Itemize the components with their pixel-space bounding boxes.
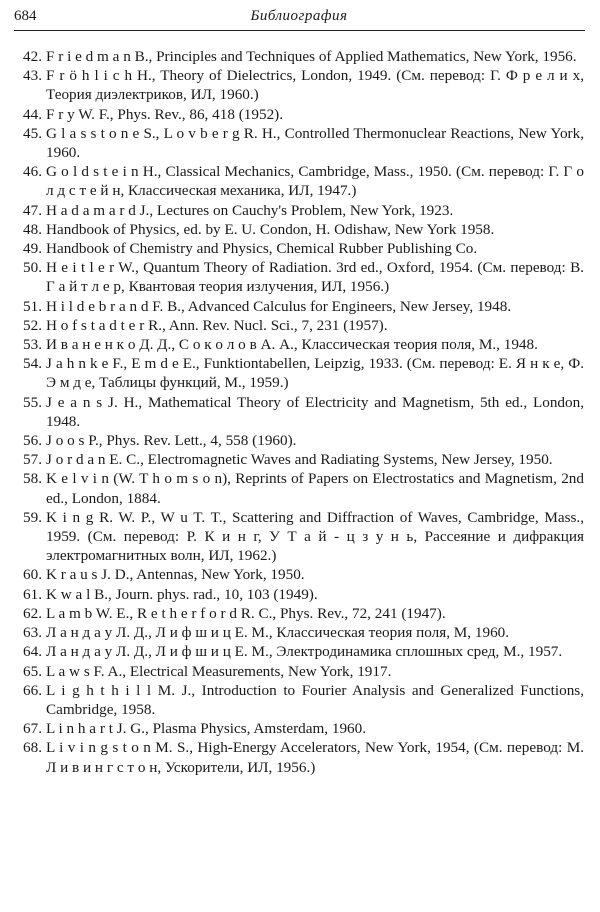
entry-number: 67. (23, 720, 42, 738)
entry-number: 63. (23, 624, 42, 642)
bibliography-list (14, 47, 584, 777)
entry-text: H a d a m a r d J., Lectures on Cauchy's Problem, New York, 1923. (46, 201, 454, 219)
entry-number: 60. (23, 566, 42, 584)
running-title: Библиография (250, 8, 348, 24)
entry-number: 68. (23, 739, 42, 757)
entry-text: F r y W. F., Phys. Rev., 86, 418 (1952). (46, 105, 284, 123)
entry-text: J o o s P., Phys. Rev. Lett., 4, 558 (1960). (46, 432, 297, 450)
bibliography-entry (14, 642, 584, 661)
entry-text: H e i t l e r W., Quantum Theory of Radiation. 3rd ed., Oxford, 1954. (См. перевод: В. Г а й т л е р, Квантовая теория излучения, ИЛ, 1956.) (46, 259, 584, 296)
bibliography-entry (14, 738, 584, 776)
entry-number: 42. (23, 48, 42, 65)
entry-number: 43. (23, 67, 42, 85)
bibliography-entry (14, 335, 584, 354)
entry-number: 49. (23, 240, 42, 258)
entry-text: Л а н д а у Л. Д., Л и ф ш и ц Е. М., Классическая теория поля, М, 1960. (46, 624, 510, 642)
entry-number: 52. (23, 316, 42, 334)
entry-text: J e a n s J. H., Mathematical Theory of Electricity and Magnetism, 5th ed., London, 1948. (46, 393, 584, 430)
entry-number: 46. (23, 163, 42, 181)
entry-number: 48. (23, 220, 42, 238)
entry-number: 54. (23, 355, 42, 373)
bibliography-entry (14, 585, 584, 604)
bibliography-entry (14, 239, 584, 258)
entry-number: 56. (23, 432, 42, 450)
bibliography-entry (14, 508, 584, 566)
bibliography-entry (14, 623, 584, 642)
bibliography-entry (14, 431, 584, 450)
bibliography-entry (14, 719, 584, 738)
entry-text: L i v i n g s t o n M. S., High-Energy Accelerators, New York, 1954, (См. перевод: М. Л и в и н г с т о н, Ускорители, ИЛ, 1956.) (46, 739, 584, 776)
entry-text: L a w s F. A., Electrical Measurements, New York, 1917. (46, 662, 392, 680)
entry-number: 45. (23, 124, 42, 142)
entry-text: Handbook of Physics, ed. by E. U. Condon, H. Odishaw, New York 1958. (46, 220, 495, 238)
bibliography-entry (14, 450, 584, 469)
bibliography-entry (14, 162, 584, 200)
entry-number: 47. (23, 201, 42, 219)
entry-text: H i l d e b r a n d F. B., Advanced Calculus for Engineers, New Jersey, 1948. (46, 297, 512, 315)
entry-text: L i g h t h i l l M. J., Introduction to Fourier Analysis and Generalized Functions, Cambridge, 1958. (46, 681, 584, 718)
bibliography-entry (14, 604, 584, 623)
entry-text: H o f s t a d t e r R., Ann. Rev. Nucl. Sci., 7, 231 (1957). (46, 316, 388, 334)
entry-text: L a m b W. E., R e t h e r f o r d R. C., Phys. Rev., 72, 241 (1947). (46, 604, 446, 622)
bibliography-entry (14, 201, 584, 220)
bibliography-entry (14, 393, 584, 431)
entry-number: 50. (23, 259, 42, 277)
bibliography-entry (14, 681, 584, 719)
entry-number: 53. (23, 336, 42, 354)
entry-text: J o r d a n E. C., Electromagnetic Waves and Radiating Systems, New Jersey, 1950. (46, 451, 553, 469)
bibliography-entry (14, 297, 584, 316)
page-number: 684 (14, 8, 37, 24)
bibliography-entry (14, 354, 584, 392)
entry-number: 66. (23, 681, 42, 699)
entry-text: K w a l B., Journ. phys. rad., 10, 103 (1949). (46, 585, 318, 603)
entry-text: G l a s s t o n e S., L o v b e r g R. H., Controlled Thermonuclear Reactions, New York, 1960. (46, 124, 584, 162)
entry-number: 64. (23, 643, 42, 661)
bibliography-entry (14, 565, 584, 584)
entry-number: 58. (23, 470, 42, 488)
entry-text: Л а н д а у Л. Д., Л и ф ш и ц Е. М., Электродинамика сплошных сред, М., 1957. (46, 643, 563, 661)
entry-text: Handbook of Chemistry and Physics, Chemical Rubber Publishing Co. (46, 240, 478, 258)
entry-text: L i n h a r t J. G., Plasma Physics, Amsterdam, 1960. (46, 720, 367, 738)
bibliography-entry (14, 105, 584, 124)
page-header (14, 6, 584, 28)
entry-text: K r a u s J. D., Antennas, New York, 1950. (46, 566, 305, 584)
entry-text: F r i e d m a n B., Principles and Techniques of Applied Mathematics, New York, 1956. (46, 48, 577, 65)
entry-number: 55. (23, 393, 42, 411)
entry-number: 62. (23, 604, 42, 622)
entry-number: 51. (23, 297, 42, 315)
bibliography-entry (14, 124, 584, 162)
entry-text: И в а н е н к о Д. Д., С о к о л о в А. А., Классическая теория поля, М., 1948. (46, 336, 538, 354)
entry-text: F r ö h l i c h H., Theory of Dielectrics, London, 1949. (См. перевод: Г. Ф р е л и х, Теория диэлектриков, ИЛ, 1960.) (46, 67, 584, 104)
entry-text: J a h n k e F., E m d e E., Funktiontabellen, Leipzig, 1933. (См. перевод: Е. Я н к е, Ф. Э м д е, Таблицы функций, М., 1959.) (46, 355, 584, 392)
bibliography-entry (14, 220, 584, 239)
entry-text: K e l v i n (W. T h o m s o n), Reprints of Papers on Electrostatics and Magnetism, 2nd ed., London, 1884. (46, 470, 584, 507)
entry-number: 59. (23, 508, 42, 526)
entry-text: K i n g R. W. P., W u T. T., Scattering and Diffraction of Waves, Cambridge, Mass., 1959. (См. перевод: Р. К и н г, У Т а й - ц з у н ь, Рассеяние и дифракция электромагнитных волн, ИЛ, 1962.) (46, 508, 584, 565)
bibliography-entry (14, 258, 584, 296)
entry-number: 57. (23, 451, 42, 469)
entry-number: 61. (23, 585, 42, 603)
bibliography-entry (14, 469, 584, 507)
header-rule (14, 30, 585, 31)
entry-number: 65. (23, 662, 42, 680)
entry-number: 44. (23, 105, 42, 123)
bibliography-entry (14, 66, 584, 104)
entry-text: G o l d s t e i n H., Classical Mechanics, Cambridge, Mass., 1950. (См. перевод: Г. Г о л д с т е й н, Классическая механика, ИЛ, 1947.) (46, 163, 584, 200)
bibliography-entry (14, 47, 584, 66)
bibliography-entry (14, 662, 584, 681)
bibliography-entry (14, 316, 584, 335)
